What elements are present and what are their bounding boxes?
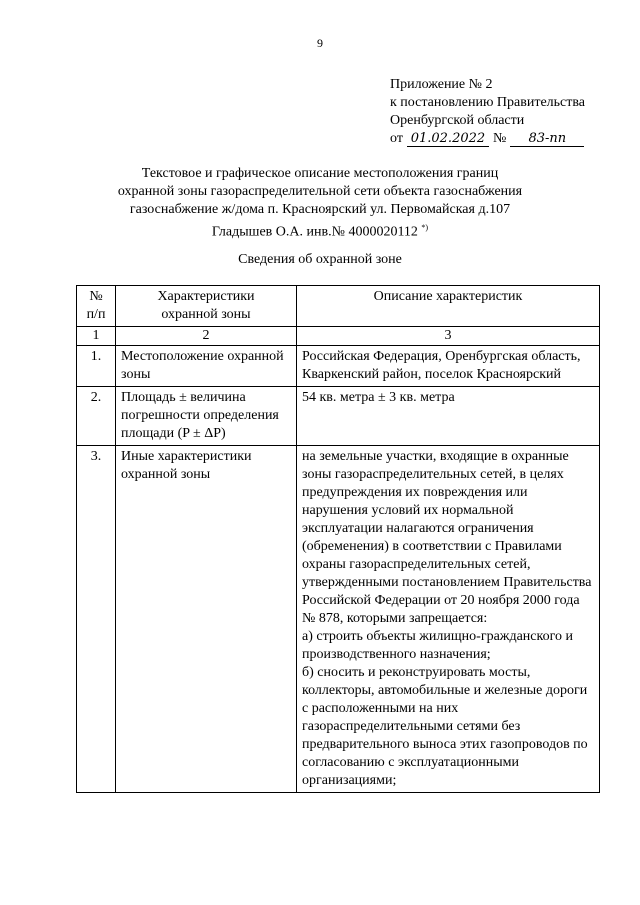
document-title — [60, 165, 580, 242]
appendix-block — [390, 76, 585, 148]
handwritten-number: 83-пп — [510, 132, 584, 147]
page-number: 9 — [317, 36, 323, 50]
table-row — [77, 446, 600, 793]
title-line-3: газоснабжение ж/дома п. Красноярский ул. Первомайская д.107 — [129, 202, 511, 217]
table-index-row — [77, 327, 600, 346]
row-description: на земельные участки, входящие в охранные зоны газораспределительных сетей, в целях предупреждения их повреждения или нарушения условий их нормальной эксплуатации налагаются ограничения (обременения) в соответствии с Правилами охраны газораспределительных сетей, утвержденными постановлением Правительства Российской Федерации от 20 ноября 2000 года № 878, которыми запрещается: а) строить объекты жилищно-гражданского и производственного назначения; б) сносить и реконструировать мосты, коллекторы, автомобильные и железные дороги с расположенными на них газораспределительными сетями без предварительного выноса этих газопроводов по согласованию с эксплуатационными организациями; — [297, 446, 600, 793]
row-characteristic: Иные характеристики охранной зоны — [116, 446, 297, 793]
row-characteristic: Площадь ± величина погрешности определения площади (P ± ΔP) — [116, 387, 297, 446]
index-cell-1: 1 — [77, 327, 116, 346]
row-description: 54 кв. метра ± 3 кв. метра — [297, 387, 600, 446]
footnote-mark: *) — [421, 223, 429, 232]
appendix-line-3: Оренбургской области — [390, 113, 525, 128]
row-number: 3. — [77, 446, 116, 793]
index-cell-2: 2 — [116, 327, 297, 346]
header-characteristic: Характеристики охранной зоны — [116, 286, 297, 327]
number-label: № — [492, 131, 507, 146]
section-subtitle: Сведения об охранной зоне — [238, 252, 402, 267]
row-characteristic: Местоположение охранной зоны — [116, 346, 297, 387]
row-number: 2. — [77, 387, 116, 446]
title-line-1: Текстовое и графическое описание местоположения границ — [141, 166, 499, 181]
table-row — [77, 346, 600, 387]
appendix-line-2: к постановлению Правительства — [390, 95, 586, 110]
row-number: 1. — [77, 346, 116, 387]
table-row — [77, 387, 600, 446]
appendix-line-1: Приложение № 2 — [390, 77, 493, 92]
header-description: Описание характеристик — [297, 286, 600, 327]
zone-info-table — [76, 285, 600, 793]
handwritten-date: 01.02.2022 — [407, 132, 489, 147]
title-line-4-text: Гладышев О.А. инв.№ 4000020112 — [211, 224, 418, 240]
from-label: от — [390, 131, 403, 146]
appendix-signature-line — [390, 130, 585, 148]
index-cell-3: 3 — [297, 327, 600, 346]
title-line-4 — [60, 219, 580, 242]
header-number: № п/п — [77, 286, 116, 327]
row-description: Российская Федерация, Оренбургская область, Кваркенский район, поселок Красноярский — [297, 346, 600, 387]
table-header-row — [77, 286, 600, 327]
title-line-2: охранной зоны газораспределительной сети объекта газоснабжения — [117, 184, 523, 199]
